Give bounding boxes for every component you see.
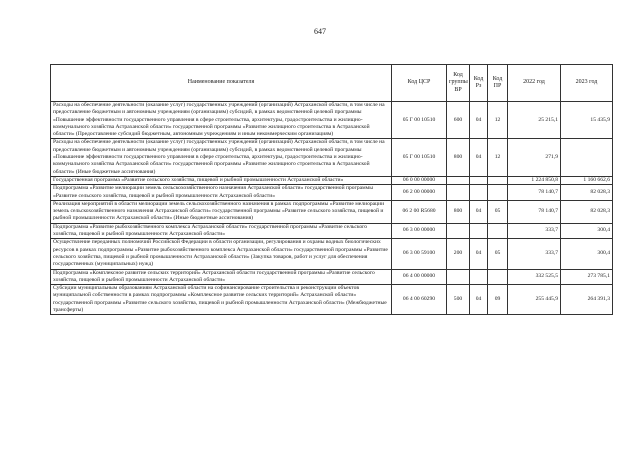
row-name: Осуществление переданных полномочий Российской Федерации в области организации, регулирования и охраны водных биологических ресурсов в рамках подпрограммы «Развитие рыбохозяйственного комплекса Астраханской области» государственной программы «Развитие сельского хозяйства, пищевой и рыбной промышленности Астраханской области» (Закупка товаров, работ и услуг для обеспечения государственных (муниципальных) нужд) bbox=[51, 239, 392, 269]
table-row bbox=[51, 285, 613, 315]
column-header-rz: Код Рз bbox=[470, 65, 488, 102]
row-2022: 78 140,7 bbox=[508, 185, 561, 201]
column-header-2023: 2023 год bbox=[561, 65, 613, 102]
budget-table bbox=[50, 64, 613, 315]
row-rz: 04 bbox=[470, 200, 488, 223]
row-csr: 06 4 00 00000 bbox=[392, 269, 447, 285]
row-rz: 04 bbox=[470, 139, 488, 176]
row-name: Подпрограмма «Развитие мелиорации земель сельскохозяйственного назначения Астраханской области» государственной программы «Развитие сельского хозяйства, пищевой и рыбной промышленности Астраханской области» bbox=[51, 185, 392, 201]
row-pr: 05 bbox=[488, 200, 508, 223]
row-csr: 06 0 00 00000 bbox=[392, 176, 447, 184]
row-vr: 800 bbox=[447, 200, 470, 223]
row-rz: 04 bbox=[470, 102, 488, 139]
row-csr: 06 4 00 60290 bbox=[392, 285, 447, 315]
row-name: Подпрограмма «Развитие рыбохозяйственного комплекса Астраханской области» государственной программы «Развитие сельского хозяйства, пищевой и рыбной промышленности Астраханской области» bbox=[51, 223, 392, 239]
row-2023: 300,4 bbox=[561, 223, 613, 239]
row-vr bbox=[447, 269, 470, 285]
row-rz bbox=[470, 223, 488, 239]
row-pr bbox=[488, 223, 508, 239]
table-row bbox=[51, 200, 613, 223]
table-row bbox=[51, 239, 613, 269]
table-row bbox=[51, 185, 613, 201]
row-2023: 82 028,3 bbox=[561, 185, 613, 201]
row-vr: 500 bbox=[447, 285, 470, 315]
row-rz bbox=[470, 269, 488, 285]
row-vr bbox=[447, 176, 470, 184]
row-pr: 09 bbox=[488, 285, 508, 315]
row-pr: 12 bbox=[488, 139, 508, 176]
row-name: Реализация мероприятий в области мелиорации земель сельскохозяйственного назначения в рамках подпрограммы «Развитие мелиорации земель сельскохозяйственного назначения Астраханской области» государственной программы «Развитие сельского хозяйства, пищевой и рыбной промышленности Астраханской области» (Иные бюджетные ассигнования) bbox=[51, 200, 392, 223]
row-rz: 04 bbox=[470, 285, 488, 315]
row-2022: 333,7 bbox=[508, 223, 561, 239]
row-2022: 78 140,7 bbox=[508, 200, 561, 223]
row-name: Расходы на обеспечение деятельности (оказание услуг) государственных учреждений (организаций) Астраханской области, в том числе на предоставление бюджетным и автономным учреждениям (организациям) субсидий, в рамках ведомственной целевой программы «Повышение эффективности государственного управления в сфере строительства, архитектуры, градостроительства и жилищно-коммунального хозяйства Астраханской области» государственной программы «Развитие жилищного строительства в Астраханской области» (Иные бюджетные ассигнования) bbox=[51, 139, 392, 176]
row-pr bbox=[488, 269, 508, 285]
table-header-row bbox=[51, 65, 613, 102]
row-csr: 05 Г 00 10510 bbox=[392, 139, 447, 176]
row-rz bbox=[470, 176, 488, 184]
table-row bbox=[51, 223, 613, 239]
row-pr bbox=[488, 185, 508, 201]
row-2022: 332 525,5 bbox=[508, 269, 561, 285]
row-csr: 06 3 00 59100 bbox=[392, 239, 447, 269]
row-2022: 271,9 bbox=[508, 139, 561, 176]
row-name: Субсидии муниципальным образованиям Астраханской области на софинансирование строительства и реконструкции объектов муниципальной собственности в рамках подпрограммы «Комплексное развитие сельских территорий» Астраханской области» государственной программы «Развитие сельского хозяйства, пищевой и рыбной промышленности Астраханской области» (Межбюджетные трансферты) bbox=[51, 285, 392, 315]
row-2023: 82 028,3 bbox=[561, 200, 613, 223]
column-header-csr: Код ЦСР bbox=[392, 65, 447, 102]
table-row bbox=[51, 102, 613, 139]
row-2023: 15 435,9 bbox=[561, 102, 613, 139]
row-pr: 12 bbox=[488, 102, 508, 139]
row-name: Подпрограмма «Комплексное развитие сельских территорий» Астраханской области государственной программы «Развитие сельского хозяйства, пищевой и рыбной промышленности Астраханской области» bbox=[51, 269, 392, 285]
row-2023: 273 785,1 bbox=[561, 269, 613, 285]
row-csr: 06 3 00 00000 bbox=[392, 223, 447, 239]
row-csr: 05 Г 00 10510 bbox=[392, 102, 447, 139]
row-2023: 264 391,3 bbox=[561, 285, 613, 315]
row-vr: 800 bbox=[447, 139, 470, 176]
table-row bbox=[51, 269, 613, 285]
column-header-vr: Код группы ВР bbox=[447, 65, 470, 102]
row-name: Расходы на обеспечение деятельности (оказание услуг) государственных учреждений (организаций) Астраханской области, в том числе на предоставление бюджетным и автономным учреждениям (организациям) субсидий, в рамках ведомственной целевой программы «Повышение эффективности государственного управления в сфере строительства, архитектуры, градостроительства и жилищно-коммунального хозяйства Астраханской области» государственной программы «Развитие жилищного строительства в Астраханской области» (Предоставление субсидий бюджетным, автономным учреждениям и иным некоммерческим организациям) bbox=[51, 102, 392, 139]
row-2022: 25 215,1 bbox=[508, 102, 561, 139]
row-2022: 333,7 bbox=[508, 239, 561, 269]
column-header-name: Наименование показателя bbox=[51, 65, 392, 102]
page-number: 647 bbox=[314, 27, 326, 36]
row-pr: 05 bbox=[488, 239, 508, 269]
row-vr: 200 bbox=[447, 239, 470, 269]
row-name: Государственная программа «Развитие сельского хозяйства, пищевой и рыбной промышленности Астраханской области» bbox=[51, 176, 392, 184]
row-2023 bbox=[561, 139, 613, 176]
row-2022: 1 224 850,8 bbox=[508, 176, 561, 184]
row-2023: 1 160 662,6 bbox=[561, 176, 613, 184]
row-rz: 04 bbox=[470, 239, 488, 269]
row-vr bbox=[447, 185, 470, 201]
row-csr: 06 2 00 00000 bbox=[392, 185, 447, 201]
row-rz bbox=[470, 185, 488, 201]
row-vr bbox=[447, 223, 470, 239]
table-row bbox=[51, 139, 613, 176]
row-csr: 06 2 00 R5680 bbox=[392, 200, 447, 223]
column-header-2022: 2022 год bbox=[508, 65, 561, 102]
row-pr bbox=[488, 176, 508, 184]
row-2023: 300,4 bbox=[561, 239, 613, 269]
table-row bbox=[51, 176, 613, 184]
column-header-pr: Код ПР bbox=[488, 65, 508, 102]
row-vr: 600 bbox=[447, 102, 470, 139]
row-2022: 255 445,9 bbox=[508, 285, 561, 315]
